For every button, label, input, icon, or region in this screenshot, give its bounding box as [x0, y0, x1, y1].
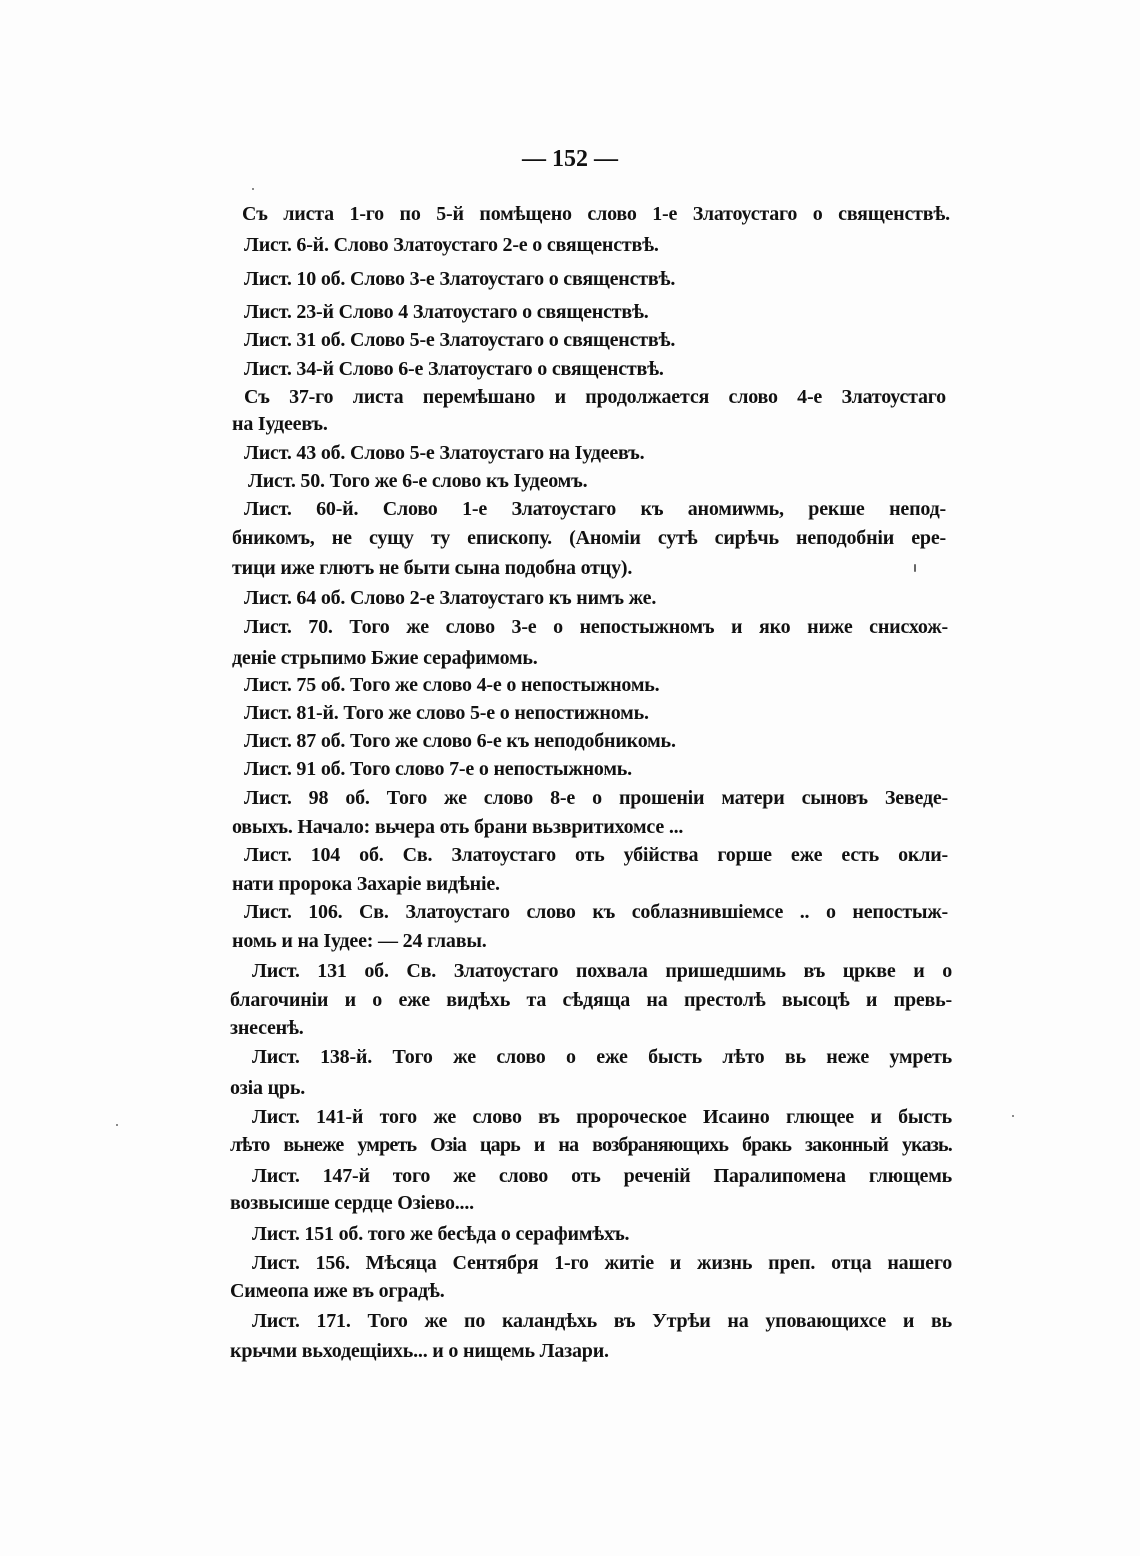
text-line: Лист. 171. Того же по каландѣхь въ Утрѣи на уповающихсе и вь — [252, 1310, 952, 1332]
text-line: Лист. 131 об. Св. Златоустаго похвала пришедшимь въ цркве и о — [252, 960, 952, 982]
text-line: Лист. 75 об. Того же слово 4-е о непостыжномь. — [244, 674, 660, 696]
text-line: Лист. 98 об. Того же слово 8-е о прошеніи матери сыновъ Зеведе- — [244, 787, 948, 809]
text-line: Лист. 91 об. Того слово 7-е о непостыжномь. — [244, 758, 632, 780]
text-line: Лист. 31 об. Слово 5-е Златоустаго о священствѣ. — [244, 329, 676, 351]
scan-speck — [914, 564, 916, 572]
text-line: Лист. 147-й того же слово оть реченій Паралипомена глющемь — [252, 1165, 952, 1187]
text-line: озіа црь. — [230, 1077, 306, 1099]
text-line: Съ 37-го листа перемѣшано и продолжается слово 4-е Златоустаго — [244, 386, 946, 408]
scan-speck — [116, 1124, 118, 1126]
text-line: Съ листа 1-го по 5-й помѣщено слово 1-е Златоустаго о священствѣ. — [242, 203, 950, 225]
scan-speck — [1012, 1115, 1014, 1117]
text-line: Лист. 70. Того же слово 3-е о непостыжномъ и яко ниже снисхож- — [244, 616, 948, 638]
text-line: Лист. 104 об. Св. Златоустаго оть убійства горше еже есть окли- — [244, 844, 948, 866]
scan-speck — [252, 188, 254, 190]
text-line: возвысише сердце Озіево.... — [230, 1192, 474, 1214]
text-line: овыхъ. Начало: вьчера оть брани вьзвритихомсе ... — [232, 816, 684, 838]
text-line: Лист. 43 об. Слово 5-е Златоустаго на Іудеевъ. — [244, 442, 645, 464]
text-line: Симеопа иже въ оградѣ. — [230, 1280, 445, 1302]
text-line: Лист. 23-й Слово 4 Златоустаго о священствѣ. — [244, 301, 649, 323]
text-line: нати пророка Захаріе видѣніе. — [232, 873, 500, 895]
text-line: Лист. 87 об. Того же слово 6-е къ неподобникомь. — [244, 730, 676, 752]
text-line: Лист. 10 об. Слово 3-е Златоустаго о священствѣ. — [244, 268, 676, 290]
text-line: благочиніи и о еже видѣхь та сѣдяща на престолѣ высоцѣ и превь- — [230, 989, 952, 1011]
text-line: крьчми вьходещіихь... и о нищемь Лазари. — [230, 1340, 609, 1362]
text-line: на Іудеевъ. — [232, 413, 328, 435]
text-line: Лист. 156. Мѣсяца Сентября 1-го житіе и жизнь преп. отца нашего — [252, 1252, 952, 1274]
text-line: Лист. 50. Того же 6-е слово къ Іудеомъ. — [248, 470, 588, 492]
text-line: Лист. 6-й. Слово Златоустаго 2-е о священствѣ. — [244, 234, 659, 256]
text-line: знесенѣ. — [230, 1017, 304, 1039]
page-number: — 152 — — [522, 146, 618, 172]
text-line: лѣто вьнеже умреть Озіа царь и на возбраняющихь бракь законный указь. — [230, 1134, 952, 1156]
text-line: Лист. 64 об. Слово 2-е Златоустаго къ нимъ же. — [244, 587, 657, 609]
text-line: номь и на Іудее: — 24 главы. — [232, 930, 487, 952]
text-line: Лист. 34-й Слово 6-е Златоустаго о священствѣ. — [244, 358, 664, 380]
text-line: Лист. 141-й того же слово въ пророческое Исаино глющее и бысть — [252, 1106, 952, 1128]
text-line: Лист. 151 об. того же бесѣда о серафимѣхъ. — [252, 1223, 630, 1245]
text-line: Лист. 60-й. Слово 1-е Златоустаго къ аномиѡмь, рекше непод- — [244, 498, 946, 520]
text-line: Лист. 81-й. Того же слово 5-е о непостижномь. — [244, 702, 649, 724]
text-line: Лист. 138-й. Того же слово о еже бысть лѣто вь неже умреть — [252, 1046, 952, 1068]
text-line: тици иже глютъ не быти сына подобна отцу). — [232, 557, 633, 579]
text-line: бникомъ, не сущу ту епископу. (Аноміи сутѣ сирѣчь неподобніи ере- — [232, 527, 946, 549]
text-line: Лист. 106. Св. Златоустаго слово къ соблазнившіемсе .. о непостыж- — [244, 901, 948, 923]
text-line: деніе стрьпимо Бжие серафимомь. — [232, 647, 538, 669]
